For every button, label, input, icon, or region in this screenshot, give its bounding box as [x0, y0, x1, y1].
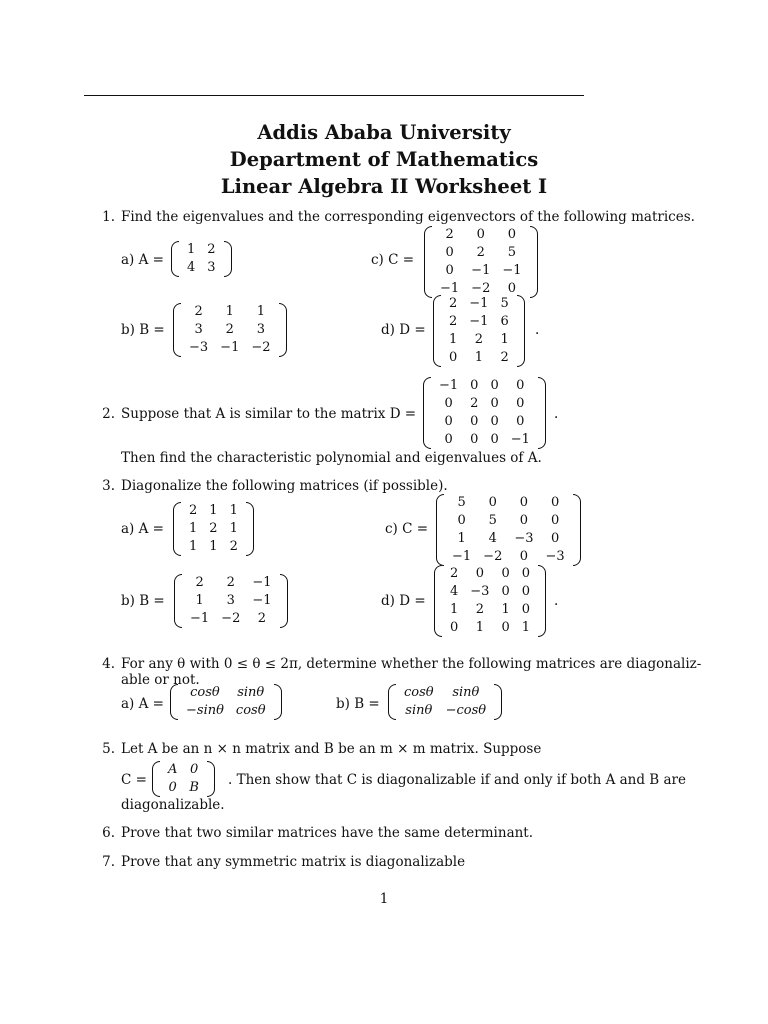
matrix-row: [162, 779, 205, 797]
matrix-cell: cosθ: [190, 685, 220, 700]
matrix-cell: 1: [189, 539, 198, 554]
matrix-row: [444, 565, 536, 583]
matrix-cell: −2: [221, 611, 241, 626]
matrix-cell: 2: [475, 602, 484, 617]
right-paren: [530, 226, 538, 298]
matrix-row: [444, 619, 536, 637]
matrix-cell: 0: [521, 566, 531, 581]
problem-1d-label: d) D =: [381, 322, 426, 338]
matrix-cell: 0: [490, 414, 499, 429]
matrix-cell: 0: [519, 495, 529, 510]
left-paren: [174, 574, 182, 628]
problem-5-matrix: [152, 761, 215, 797]
left-paren: [436, 494, 444, 566]
matrix-cell: 1: [521, 620, 531, 635]
problem-1d-matrix: [433, 295, 525, 367]
left-paren: [388, 684, 396, 720]
matrix-cell: 2: [449, 296, 458, 311]
matrix-cell: −1: [190, 611, 210, 626]
left-paren: [171, 241, 179, 277]
left-paren: [423, 377, 431, 449]
problem-1-number: 1.: [102, 209, 115, 225]
problem-5-after-matrix: . Then show that C is diagonalizable if and only if both A and B are: [228, 772, 686, 788]
matrix-cell: 0: [490, 396, 499, 411]
matrix-cell: −3: [514, 531, 534, 546]
matrix-row: [443, 313, 515, 331]
matrix-cell: 0: [445, 263, 454, 278]
problem-2-text: Suppose that A is similar to the matrix D =: [121, 406, 417, 422]
matrix-entries: [433, 377, 536, 449]
matrix-cell: 0: [521, 584, 531, 599]
problem-3c-matrix: [436, 494, 581, 566]
matrix-cell: 3: [194, 322, 203, 337]
matrix-cell: 1: [209, 539, 218, 554]
problem-4a-label: a) A =: [121, 696, 164, 712]
problem-4b-label: b) B =: [336, 696, 380, 712]
problem-3-number: 3.: [102, 478, 115, 494]
right-paren: [274, 684, 282, 720]
matrix-cell: 1: [457, 531, 466, 546]
matrix-cell: 0: [444, 432, 453, 447]
matrix-row: [183, 303, 277, 321]
matrix-entries: [162, 761, 205, 797]
matrix-row: [444, 601, 536, 619]
right-paren: [517, 295, 525, 367]
problem-2-number: 2.: [102, 406, 115, 422]
right-paren: [280, 574, 288, 628]
matrix-cell: 0: [475, 566, 484, 581]
matrix-row: [433, 431, 536, 449]
problem-2-followup: Then find the characteristic polynomial and eigenvalues of A.: [121, 450, 542, 466]
problem-3c-label: c) C =: [385, 521, 429, 537]
matrix-cell: 0: [519, 513, 529, 528]
matrix-cell: 1: [195, 593, 204, 608]
matrix-row: [162, 761, 205, 779]
problem-6-number: 6.: [102, 825, 115, 841]
matrix-entries: [183, 303, 277, 357]
matrix-cell: 1: [474, 350, 483, 365]
matrix-entries: [434, 226, 528, 298]
matrix-cell: −cosθ: [445, 703, 487, 718]
matrix-cell: 2: [209, 521, 218, 536]
problem-3d-suffix: .: [554, 593, 559, 609]
matrix-row: [433, 413, 536, 431]
problem-1d-suffix: .: [535, 322, 540, 338]
matrix-cell: 2: [500, 350, 509, 365]
matrix-row: [398, 702, 492, 720]
matrix-cell: 0: [501, 584, 510, 599]
problem-4-number: 4.: [102, 656, 115, 672]
matrix-cell: −sinθ: [186, 703, 224, 718]
matrix-cell: 1: [256, 304, 266, 319]
matrix-cell: 2: [476, 245, 485, 260]
matrix-cell: 0: [490, 432, 499, 447]
matrix-entries: [181, 241, 222, 277]
matrix-row: [433, 395, 536, 413]
matrix-row: [443, 295, 515, 313]
matrix-cell: −2: [483, 549, 503, 564]
matrix-row: [398, 684, 492, 702]
matrix-row: [446, 512, 571, 530]
matrix-cell: sinθ: [405, 703, 433, 718]
left-paren: [173, 303, 181, 357]
problem-3a-matrix: [173, 502, 254, 556]
matrix-row: [434, 244, 528, 262]
matrix-cell: 0: [507, 227, 517, 242]
matrix-cell: −3: [545, 549, 565, 564]
right-paren: [494, 684, 502, 720]
left-paren: [433, 295, 441, 367]
matrix-cell: 6: [500, 314, 509, 329]
problem-1a-label: a) A =: [121, 252, 164, 268]
problem-1c-label: c) C =: [371, 252, 415, 268]
matrix-entries: [398, 684, 492, 720]
matrix-entries: [446, 494, 571, 566]
matrix-cell: 0: [516, 378, 525, 393]
matrix-cell: 1: [187, 242, 196, 257]
problem-5-number: 5.: [102, 741, 115, 757]
matrix-cell: A: [168, 762, 178, 777]
matrix-cell: 0: [516, 396, 525, 411]
matrix-cell: 2: [195, 575, 204, 590]
matrix-row: [183, 502, 244, 520]
matrix-cell: 2: [470, 396, 479, 411]
matrix-row: [443, 331, 515, 349]
matrix-entries: [184, 574, 278, 628]
matrix-cell: 2: [225, 322, 234, 337]
matrix-row: [443, 349, 515, 367]
right-paren: [224, 241, 232, 277]
problem-3-text: Diagonalize the following matrices (if possible).: [121, 478, 448, 494]
matrix-cell: cosθ: [404, 685, 434, 700]
matrix-row: [444, 583, 536, 601]
problem-3a-label: a) A =: [121, 521, 164, 537]
matrix-cell: −1: [440, 281, 460, 296]
matrix-cell: −3: [470, 584, 490, 599]
matrix-row: [181, 259, 222, 277]
problem-3b-matrix: [174, 574, 288, 628]
matrix-row: [446, 530, 571, 548]
problem-5-text-line3: diagonalizable.: [121, 797, 225, 813]
matrix-row: [184, 610, 278, 628]
matrix-cell: 1: [225, 304, 234, 319]
matrix-cell: 0: [470, 414, 479, 429]
problem-6-text: Prove that two similar matrices have the same determinant.: [121, 825, 534, 841]
matrix-cell: 4: [450, 584, 459, 599]
header-rule: [84, 95, 584, 96]
matrix-cell: −1: [439, 378, 459, 393]
matrix-cell: 0: [190, 762, 199, 777]
worksheet-title: Linear Algebra II Worksheet I: [220, 175, 548, 198]
left-paren: [424, 226, 432, 298]
matrix-cell: 1: [229, 503, 238, 518]
matrix-cell: 5: [457, 495, 466, 510]
problem-1a-matrix: [171, 241, 232, 277]
matrix-row: [183, 321, 277, 339]
matrix-cell: sinθ: [452, 685, 480, 700]
problem-1-text: Find the eigenvalues and the corresponding eigenvectors of the following matrices.: [121, 209, 695, 225]
matrix-cell: 2: [257, 611, 267, 626]
matrix-cell: −1: [469, 314, 489, 329]
matrix-row: [446, 494, 571, 512]
matrix-cell: 2: [194, 304, 203, 319]
matrix-cell: 0: [476, 227, 485, 242]
matrix-cell: 3: [226, 593, 235, 608]
matrix-row: [183, 520, 244, 538]
matrix-entries: [183, 502, 244, 556]
matrix-cell: 1: [475, 620, 484, 635]
matrix-cell: 0: [550, 531, 560, 546]
problem-4-text-line2: able or not.: [121, 672, 200, 688]
matrix-cell: 0: [550, 513, 560, 528]
right-paren: [246, 502, 254, 556]
matrix-cell: 2: [189, 503, 198, 518]
left-paren: [170, 684, 178, 720]
right-paren: [573, 494, 581, 566]
problem-1b-label: b) B =: [121, 322, 165, 338]
matrix-cell: 1: [209, 503, 218, 518]
matrix-row: [434, 226, 528, 244]
matrix-cell: 0: [521, 602, 531, 617]
matrix-cell: 1: [501, 602, 510, 617]
right-paren: [538, 377, 546, 449]
problem-4a-matrix: [170, 684, 282, 720]
matrix-cell: 2: [226, 575, 235, 590]
matrix-row: [180, 702, 272, 720]
right-paren: [538, 565, 546, 637]
matrix-cell: −1: [471, 263, 491, 278]
matrix-cell: 0: [445, 245, 454, 260]
matrix-row: [433, 377, 536, 395]
matrix-entries: [180, 684, 272, 720]
matrix-cell: 0: [488, 495, 497, 510]
problem-3b-label: b) B =: [121, 593, 165, 609]
matrix-cell: B: [189, 780, 199, 795]
matrix-cell: 0: [444, 396, 453, 411]
problem-2-suffix: .: [554, 406, 559, 422]
matrix-cell: 4: [187, 260, 196, 275]
matrix-row: [184, 592, 278, 610]
problem-5-text-line1: Let A be an n × n matrix and B be an m × m matrix. Suppose: [121, 741, 542, 757]
matrix-cell: 1: [449, 332, 458, 347]
matrix-cell: −1: [452, 549, 472, 564]
matrix-row: [184, 574, 278, 592]
matrix-row: [446, 548, 571, 566]
problem-5-label: C =: [121, 772, 147, 788]
matrix-cell: 0: [449, 350, 458, 365]
matrix-cell: 3: [256, 322, 266, 337]
university-title: Addis Ababa University: [257, 121, 511, 144]
matrix-cell: sinθ: [237, 685, 265, 700]
right-paren: [207, 761, 215, 797]
matrix-cell: −1: [252, 575, 272, 590]
matrix-cell: 2: [474, 332, 483, 347]
matrix-cell: 0: [507, 281, 517, 296]
matrix-cell: −1: [220, 340, 240, 355]
right-paren: [279, 303, 287, 357]
matrix-cell: 0: [516, 414, 525, 429]
left-paren: [434, 565, 442, 637]
matrix-cell: cosθ: [235, 703, 266, 718]
problem-2-matrix: [423, 377, 546, 449]
problem-1b-matrix: [173, 303, 287, 357]
matrix-entries: [443, 295, 515, 367]
problem-1c-matrix: [424, 226, 538, 298]
matrix-cell: −1: [510, 432, 530, 447]
matrix-row: [434, 262, 528, 280]
title-block: [0, 119, 768, 200]
problem-4-text-line1: For any θ with 0 ≤ θ ≤ 2π, determine whether the following matrices are diagonaliz-: [121, 656, 702, 672]
matrix-entries: [444, 565, 536, 637]
matrix-cell: 0: [168, 780, 177, 795]
problem-3d-label: d) D =: [381, 593, 426, 609]
matrix-cell: 3: [207, 260, 216, 275]
page-number: 1: [379, 891, 389, 907]
matrix-cell: 1: [450, 602, 459, 617]
problem-7-text: Prove that any symmetric matrix is diagonalizable: [121, 854, 466, 870]
matrix-cell: 1: [189, 521, 198, 536]
matrix-cell: 0: [490, 378, 499, 393]
matrix-cell: 0: [450, 620, 459, 635]
left-paren: [152, 761, 160, 797]
matrix-cell: 0: [501, 620, 510, 635]
matrix-cell: 0: [457, 513, 466, 528]
matrix-row: [183, 339, 277, 357]
matrix-cell: 2: [449, 314, 458, 329]
matrix-cell: 0: [501, 566, 510, 581]
matrix-cell: 0: [550, 495, 560, 510]
matrix-cell: −2: [471, 281, 491, 296]
problem-7-number: 7.: [102, 854, 115, 870]
matrix-cell: −2: [251, 340, 271, 355]
problem-3d-matrix: [434, 565, 546, 637]
matrix-cell: 0: [470, 378, 479, 393]
matrix-row: [181, 241, 222, 259]
matrix-cell: 0: [519, 549, 529, 564]
matrix-cell: −1: [502, 263, 522, 278]
left-paren: [173, 502, 181, 556]
matrix-cell: 5: [500, 296, 509, 311]
matrix-cell: 2: [229, 539, 238, 554]
matrix-cell: 1: [229, 521, 238, 536]
matrix-cell: 0: [470, 432, 479, 447]
matrix-cell: 0: [444, 414, 453, 429]
matrix-cell: 5: [507, 245, 517, 260]
matrix-cell: 4: [488, 531, 497, 546]
matrix-cell: −1: [469, 296, 489, 311]
matrix-cell: 2: [207, 242, 216, 257]
matrix-cell: −1: [252, 593, 272, 608]
matrix-row: [180, 684, 272, 702]
matrix-cell: −3: [189, 340, 209, 355]
matrix-cell: 2: [450, 566, 459, 581]
department-title: Department of Mathematics: [229, 148, 539, 171]
matrix-cell: 5: [488, 513, 497, 528]
matrix-cell: 2: [445, 227, 454, 242]
problem-4b-matrix: [388, 684, 502, 720]
matrix-cell: 1: [500, 332, 509, 347]
matrix-row: [183, 538, 244, 556]
